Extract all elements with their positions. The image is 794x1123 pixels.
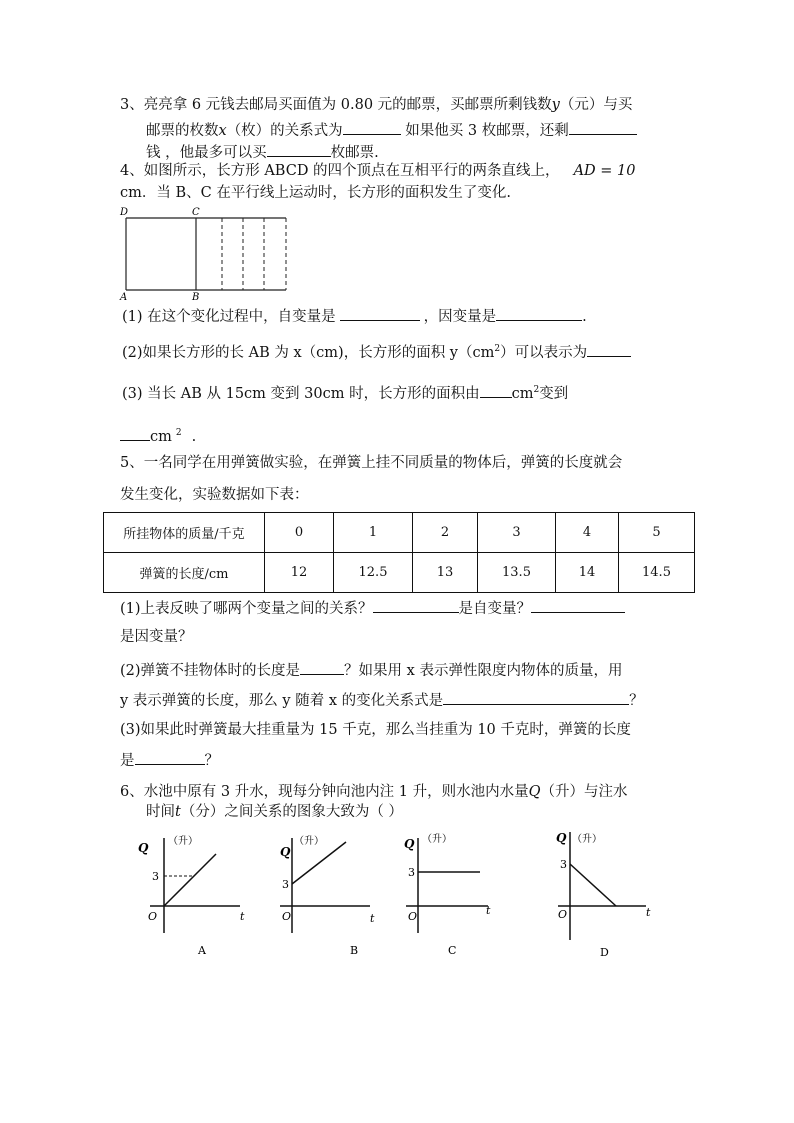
origin-label: O bbox=[558, 908, 568, 921]
origin-label: O bbox=[408, 910, 418, 923]
q4-text: cm bbox=[150, 428, 172, 445]
tick-label-3: 3 bbox=[152, 870, 159, 883]
axis-unit: （升） bbox=[294, 836, 324, 847]
q3-text: 3、亮亮拿 6 元钱去邮局买面值为 0.80 元的邮票，买邮票所剩钱数 bbox=[120, 97, 552, 113]
q4-text: (3) 当长 AB 从 15cm 变到 30cm 时，长方形的面积由 bbox=[122, 385, 480, 402]
table-cell: 13.5 bbox=[478, 553, 556, 593]
q4-blank-area-to[interactable] bbox=[120, 426, 150, 441]
axis-label-q: Q bbox=[138, 841, 149, 855]
axis-label-q: Q bbox=[280, 845, 291, 859]
q3-line3 bbox=[146, 142, 379, 162]
q4-text: . bbox=[191, 428, 197, 445]
option-label-d: D bbox=[600, 946, 609, 959]
q5-sub1-cont: 是因变量？ bbox=[120, 629, 193, 645]
q5-text: y 表示弹簧的长度，那么 y 随着 x 的变化关系式是 bbox=[120, 693, 444, 709]
axis-unit: （升） bbox=[422, 834, 452, 845]
axis-unit: （升） bbox=[168, 836, 198, 847]
q4-text: ）可以表示为 bbox=[500, 344, 588, 361]
q6-text: （分）之间关系的图象大致为（ ） bbox=[180, 804, 403, 820]
option-label-c: C bbox=[448, 944, 457, 957]
table-cell: 13 bbox=[413, 553, 478, 593]
table-cell: 12.5 bbox=[334, 553, 413, 593]
q5-text: ？如果用 x 表示弹性限度内物体的质量，用 bbox=[344, 663, 623, 679]
q4-blank-independent[interactable] bbox=[340, 306, 420, 321]
q4-sub3 bbox=[122, 381, 568, 403]
rectangle-figure bbox=[116, 204, 296, 302]
q6-text: 时间 bbox=[146, 804, 175, 820]
q5-sub1 bbox=[120, 598, 625, 618]
q5-blank-dependent[interactable] bbox=[531, 598, 625, 613]
q5-blank-natural-length[interactable] bbox=[300, 660, 344, 675]
option-label-b: B bbox=[350, 944, 359, 957]
q3-text: （元）与买 bbox=[559, 97, 633, 113]
q5-sub2 bbox=[120, 660, 622, 680]
q3-blank-remaining[interactable] bbox=[569, 120, 637, 135]
q4-text: (1) 在这个变化过程中，自变量是 bbox=[122, 309, 336, 325]
q4-superscript: 2 bbox=[175, 428, 182, 438]
q5-text: (2)弹簧不挂物体时的长度是 bbox=[120, 663, 301, 679]
label-b: B bbox=[192, 292, 200, 302]
q6-var-t: t bbox=[175, 804, 181, 820]
axis-label-q: Q bbox=[404, 837, 415, 851]
label-a: A bbox=[120, 292, 128, 302]
graph-option-a[interactable] bbox=[128, 828, 258, 960]
label-d: D bbox=[120, 207, 129, 218]
q5-text: 是自变量？ bbox=[458, 601, 532, 617]
q3-line1 bbox=[120, 96, 632, 114]
q6-line1 bbox=[120, 783, 628, 801]
q4-sub1 bbox=[122, 306, 587, 326]
q4-superscript: 2 bbox=[533, 385, 540, 395]
q4-sub2 bbox=[122, 340, 631, 362]
tick-label-3: 3 bbox=[282, 878, 289, 891]
q3-text: 如果他买 3 枚邮票，还剩 bbox=[400, 123, 569, 139]
q5-text: (1)上表反映了哪两个变量之间的关系？ bbox=[120, 601, 373, 617]
table-cell: 4 bbox=[556, 513, 619, 553]
table-row bbox=[104, 553, 695, 593]
q4-blank-area-expr[interactable] bbox=[587, 342, 631, 357]
q6-line2 bbox=[146, 803, 403, 821]
q4-ad-expression: AD = 10 bbox=[573, 163, 636, 179]
table-cell: 14.5 bbox=[619, 553, 695, 593]
origin-label: O bbox=[148, 910, 158, 923]
graph-line bbox=[164, 854, 216, 906]
q4-blank-area-from[interactable] bbox=[480, 383, 512, 398]
table-header-label: 所挂物体的质量/千克 bbox=[104, 513, 265, 553]
data-table bbox=[103, 512, 695, 593]
q6-text: （升）与注水 bbox=[540, 784, 628, 800]
table-row bbox=[104, 513, 695, 553]
q3-blank-max-stamps[interactable] bbox=[267, 142, 331, 157]
origin-label: O bbox=[282, 910, 292, 923]
q4-superscript: 2 bbox=[494, 344, 501, 354]
graph-line bbox=[292, 842, 346, 884]
q3-var-y: y bbox=[551, 97, 560, 113]
axis-label-t: t bbox=[646, 906, 651, 919]
graph-line bbox=[570, 864, 616, 906]
graph-option-c[interactable] bbox=[396, 828, 516, 960]
q3-text: 钱 ，他最多可以买 bbox=[146, 145, 267, 161]
table-cell: 3 bbox=[478, 513, 556, 553]
label-c: C bbox=[192, 207, 200, 218]
q3-var-x: x bbox=[218, 123, 227, 139]
q3-blank-formula[interactable] bbox=[343, 120, 401, 135]
table-cell: 2 bbox=[413, 513, 478, 553]
q4-text: ，因变量是 bbox=[423, 309, 497, 325]
table-cell: 14 bbox=[556, 553, 619, 593]
option-label-a: A bbox=[198, 944, 206, 957]
q3-line2 bbox=[146, 120, 637, 140]
q5-sub3-cont bbox=[120, 750, 219, 770]
q6-text: 6、水池中原有 3 升水，现每分钟向池内注 1 升，则水池内水量 bbox=[120, 784, 529, 800]
q4-line2: cm．当 B、C 在平行线上运动时，长方形的面积发生了变化. bbox=[120, 185, 511, 201]
q4-line1 bbox=[120, 162, 635, 180]
q5-text: 是 bbox=[120, 753, 135, 769]
q5-sub2-cont bbox=[120, 690, 644, 710]
q5-text: ？ bbox=[204, 753, 219, 769]
table-cell: 0 bbox=[265, 513, 334, 553]
q4-blank-dependent[interactable] bbox=[496, 306, 582, 321]
q6-var-q: Q bbox=[528, 784, 541, 800]
q5-blank-length[interactable] bbox=[135, 750, 205, 765]
tick-label-3: 3 bbox=[408, 866, 415, 879]
axis-unit: （升） bbox=[572, 834, 602, 845]
q4-sub3-cont bbox=[120, 424, 196, 446]
tick-label-3: 3 bbox=[560, 858, 567, 871]
q5-blank-independent[interactable] bbox=[373, 598, 459, 613]
axis-label-t: t bbox=[240, 910, 245, 923]
q5-sub3: (3)如果此时弹簧最大挂重量为 15 千克，那么当挂重为 10 千克时，弹簧的长度 bbox=[120, 722, 631, 738]
q3-text: 邮票的枚数 bbox=[146, 123, 219, 139]
q4-text: cm bbox=[511, 385, 534, 402]
q5-line1: 5、一名同学在用弹簧做实验，在弹簧上挂不同质量的物体后，弹簧的长度就会 bbox=[120, 455, 623, 471]
axis-label-t: t bbox=[486, 904, 491, 917]
graph-option-d[interactable] bbox=[550, 828, 660, 960]
q4-text: 4、如图所示，长方形 ABCD 的四个顶点在互相平行的两条直线上， bbox=[120, 163, 560, 179]
q5-line2: 发生变化，实验数据如下表： bbox=[120, 487, 309, 503]
q5-text: ？ bbox=[629, 693, 644, 709]
table-cell: 5 bbox=[619, 513, 695, 553]
q4-text: . bbox=[582, 309, 587, 325]
q5-blank-relation[interactable] bbox=[443, 690, 629, 705]
q3-text: 枚邮票. bbox=[330, 145, 379, 161]
q4-text: 变到 bbox=[539, 385, 569, 402]
graph-option-b[interactable] bbox=[270, 828, 390, 960]
table-cell: 12 bbox=[265, 553, 334, 593]
q4-text: (2)如果长方形的长 AB 为 x（cm)，长方形的面积 y（cm bbox=[122, 344, 495, 361]
q3-text: （枚）的关系式为 bbox=[226, 123, 343, 139]
table-cell: 1 bbox=[334, 513, 413, 553]
axis-label-t: t bbox=[370, 912, 375, 925]
axis-label-q: Q bbox=[556, 831, 567, 845]
table-row-label: 弹簧的长度/cm bbox=[104, 553, 265, 593]
